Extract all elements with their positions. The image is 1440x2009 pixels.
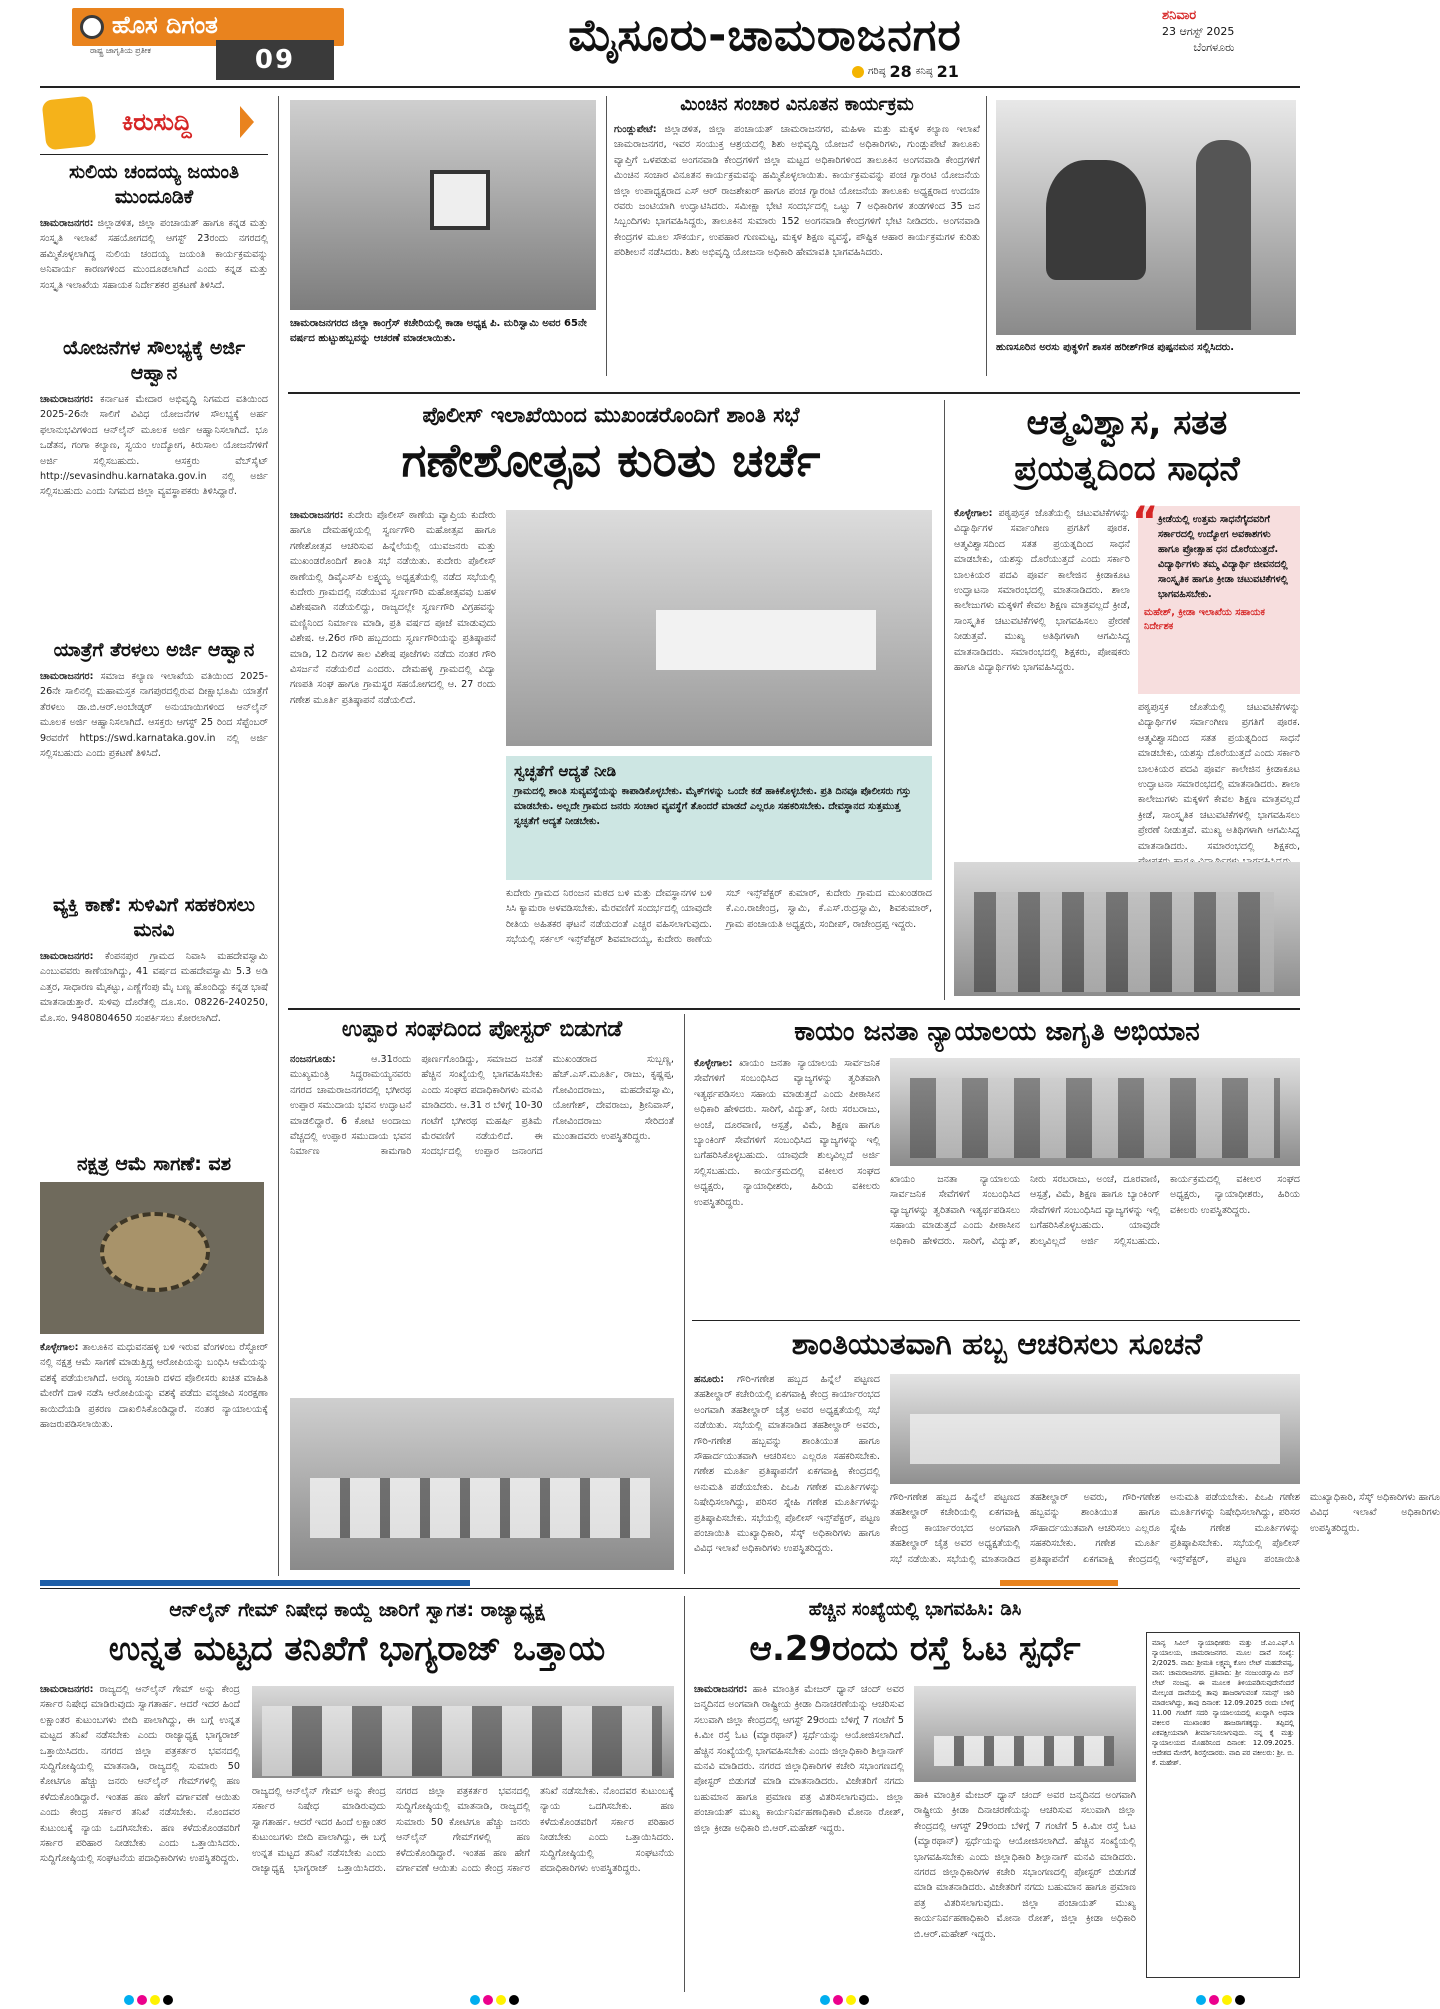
gaming-article (40, 1596, 674, 1674)
kiru-item-3 (40, 638, 268, 879)
festival-body-2: ಗೌರಿ-ಗಣೇಶ ಹಬ್ಬದ ಹಿನ್ನೆಲೆ ಪಟ್ಟಣದ ತಹಶೀಲ್ದಾರ್ ಕಚೇರಿಯಲ್ಲಿ ಏಕಗವಾಕ್ಷಿ ಕೇಂದ್ರ ಕಾರ್ಯಾರಂಭದ ಅಂಗವಾಗಿ ತಹಶೀಲ್ದಾರ್ ಚೈತ್ರ ಅವರ ಅಧ್ಯಕ್ಷತೆಯಲ್ಲಿ ಸಭೆ ನಡೆಯಿತು. ಸಭೆಯಲ್ಲಿ ಮಾತನಾಡಿದ ತಹಶೀಲ್ದಾರ್ ಅವರು, ಗೌರಿ-ಗಣೇಶ ಹಬ್ಬವನ್ನು ಶಾಂತಿಯುತ ಹಾಗೂ ಸೌಹಾರ್ದಯುತವಾಗಿ ಆಚರಿಸಲು ಎಲ್ಲರೂ ಸಹಕರಿಸಬೇಕು. ಗಣೇಶ ಮೂರ್ತಿ ಪ್ರತಿಷ್ಠಾಪನೆಗೆ ಏಕಗವಾಕ್ಷಿ ಕೇಂದ್ರದಲ್ಲಿ ಅನುಮತಿ ಪಡೆಯಬೇಕು. ಪಿಒಪಿ ಗಣೇಶ ಮೂರ್ತಿಗಳನ್ನು ನಿಷೇಧಿಸಲಾಗಿದ್ದು, ಪರಿಸರ ಸ್ನೇಹಿ ಗಣೇಶ ಮೂರ್ತಿಗಳನ್ನು ಪ್ರತಿಷ್ಠಾಪಿಸಬೇಕು. ಸಭೆಯಲ್ಲಿ ಪೊಲೀಸ್ ಇನ್ಸ್‌ಪೆಕ್ಟರ್, ಪಟ್ಟಣ ಪಂಚಾಯಿತಿ ಮುಖ್ಯಾಧಿಕಾರಿ, ಸೆಸ್ಕ್ ಅಧಿಕಾರಿಗಳು ಹಾಗೂ ವಿವಿಧ ಇಲಾಖೆ ಅಧಿಕಾರಿಗಳು ಉಪಸ್ಥಿತರಿದ್ದರು. (890, 1492, 1440, 1565)
kiru-item-1 (40, 160, 268, 340)
cleanliness-box-text: ಗ್ರಾಮದಲ್ಲಿ ಶಾಂತಿ ಸುವ್ಯವಸ್ಥೆಯನ್ನು ಕಾಪಾಡಿಕೊಳ್ಳಬೇಕು. ಮೈಕ್‌ಗಳನ್ನು ಒಂದೇ ಕಡೆ ಹಾಕಿಕೊಳ್ಳಬೇಕು. ಪ್ರತಿ ದಿನವೂ ಪೊಲೀಸರು ಗಸ್ತು ಮಾಡಬೇಕು. ಅಲ್ಲದೇ ಗ್ರಾಮದ ಜನರು ಸಂಚಾರ ವ್ಯವಸ್ಥೆಗೆ ತೊಂದರೆ ಮಾಡದೆ ಎಲ್ಲರೂ ಸಹಕರಿಸಬೇಕು. ದೇವಸ್ಥಾನದ ಸುತ್ತಮುತ್ತ ಸ್ವಚ್ಛತೆಗೆ ಆದ್ಯತೆ ನೀಡಬೇಕು. (514, 786, 911, 827)
festival-article (694, 1324, 1300, 1366)
poster-headline: ಉಪ್ಪಾರ ಸಂಘದಿಂದ ಪೋಸ್ಟರ್ ಬಿಡುಗಡೆ (341, 1017, 623, 1042)
kiru-item-body: ಚಾಮರಾಜನಗರ: ಕೆಂಪನಪುರ ಗ್ರಾಮದ ನಿವಾಸಿ ಮಹದೇವಸ್ವಾಮಿ ಎಂಬುವವರು ಕಾಣೆಯಾಗಿದ್ದು, 41 ವರ್ಷದ ಮಹದೇವಸ್ವಾಮಿ 5.3 ಅಡಿ ಎತ್ತರ, ಸಾಧಾರಣ ಮೈಕಟ್ಟು, ಎಣ್ಣೆಗೆಂಪು ಮೈ ಬಣ್ಣ ಹೊಂದಿದ್ದು ಕನ್ನಡ ಭಾಷೆ ಮಾತನಾಡುತ್ತಾರೆ. ಸುಳಿವು ದೊರೆತಲ್ಲಿ ದೂ.ಸಂ. 08226-240250, ಮೊ.ಸಂ. 9480804650 ಸಂಪರ್ಕಿಸಲು ಕೋರಲಾಗಿದೆ. (40, 951, 268, 1024)
poster-body: ನಂಜನಗೂಡು: ಆ.31ರಂದು ಮುಖ್ಯಮಂತ್ರಿ ಸಿದ್ದರಾಮಯ್ಯನವರು ನಗರದ ಚಾಮರಾಜನಗರದಲ್ಲಿ ಭಗೀರಥ ಉಪ್ಪಾರ ಸಮುದಾಯ ಭವನ ಉದ್ಘಾಟನೆ ಮಾಡಲಿದ್ದಾರೆ. 6 ಕೋಟಿ ಅಂದಾಜು ವೆಚ್ಚದಲ್ಲಿ ಉಪ್ಪಾರ ಸಮುದಾಯ ಭವನ ನಿರ್ಮಾಣ ಕಾಮಗಾರಿ ಪೂರ್ಣಗೊಂಡಿದ್ದು, ಸಮಾಜದ ಜನತೆ ಹೆಚ್ಚಿನ ಸಂಖ್ಯೆಯಲ್ಲಿ ಭಾಗವಹಿಸಬೇಕು ಎಂದು ಸಂಘದ ಪದಾಧಿಕಾರಿಗಳು ಮನವಿ ಮಾಡಿದರು. ಆ.31 ರ ಬೆಳಿಗ್ಗೆ 10-30 ಗಂಟೆಗೆ ಭಗೀರಥ ಮಹರ್ಷಿ ಪ್ರತಿಮೆ ಮೆರವಣಿಗೆ ನಡೆಯಲಿದೆ. ಈ ಸಂದರ್ಭದಲ್ಲಿ ಉಪ್ಪಾರ ಜನಾಂಗದ ಮುಖಂಡರಾದ ಸುಬ್ಬಣ್ಣ, ಹೆಚ್.ಎಸ್.ಮೂರ್ತಿ, ರಾಜು, ಕೃಷ್ಣಪ್ಪ, ಗೋವಿಂದರಾಜು, ಮಹದೇವಸ್ವಾಮಿ, ಯೋಗೇಶ್, ದೇವರಾಜು, ಶ್ರೀನಿವಾಸ್, ಗೋವಿಂದರಾಜು ಸೇರಿದಂತೆ ಮುಂತಾದವರು ಉಪಸ್ಥಿತರಿದ್ದರು. (290, 1054, 674, 1158)
accent-bar-blue (40, 1580, 470, 1586)
brand-name: ಹೊಸ ದಿಗಂತ (112, 11, 218, 39)
gaming-body-1: ಚಾಮರಾಜನಗರ: ರಾಜ್ಯದಲ್ಲಿ ಆನ್‌ಲೈನ್ ಗೇಮ್ ಅನ್ನು ಕೇಂದ್ರ ಸರ್ಕಾರ ನಿಷೇಧ ಮಾಡಿರುವುದು ಸ್ವಾಗತಾರ್ಹ. ಆದರೆ ಇದರ ಹಿಂದೆ ಲಕ್ಷಾಂತರ ಕುಟುಂಬಗಳು ಬೀದಿ ಪಾಲಾಗಿದ್ದು, ಈ ಬಗ್ಗೆ ಉನ್ನತ ಮಟ್ಟದ ತನಿಖೆ ನಡೆಸಬೇಕು ಎಂದು ರಾಜ್ಯಾಧ್ಯಕ್ಷ ಭಾಗ್ಯರಾಜ್ ಒತ್ತಾಯಿಸಿದರು. ನಗರದ ಜಿಲ್ಲಾ ಪತ್ರಕರ್ತರ ಭವನದಲ್ಲಿ ಸುದ್ದಿಗೋಷ್ಠಿಯಲ್ಲಿ ಮಾತನಾಡಿ, ರಾಜ್ಯದಲ್ಲಿ ಸುಮಾರು 50 ಕೋಟಿಗೂ ಹೆಚ್ಚು ಜನರು ಆನ್‌ಲೈನ್ ಗೇಮ್‌ಗಳಲ್ಲಿ ಹಣ ಕಳೆದುಕೊಂಡಿದ್ದಾರೆ. ಇಂತಹ ಹಣ ಹೇಗೆ ವರ್ಗಾವಣೆ ಆಯಿತು ಎಂದು ಕೇಂದ್ರ ಸರ್ಕಾರ ತನಿಖೆ ನಡೆಸಬೇಕು. ನೊಂದವರ ಕುಟುಂಬಕ್ಕೆ ನ್ಯಾಯ ಒದಗಿಸಬೇಕು. ಹಣ ಕಳೆದುಕೊಂಡವರಿಗೆ ಸರ್ಕಾರ ಪರಿಹಾರ ನೀಡಬೇಕು ಎಂದು ಒತ್ತಾಯಿಸಿದರು. ಸುದ್ದಿಗೋಷ್ಠಿಯಲ್ಲಿ ಸಂಘಟನೆಯ ಪದಾಧಿಕಾರಿಗಳು ಉಪಸ್ಥಿತರಿದ್ದರು. (40, 1684, 240, 1865)
confidence-body-2: ಪಠ್ಯಪುಸ್ತಕ ಜೊತೆಯಲ್ಲಿ ಚಟುವಟಿಕೆಗಳನ್ನು ವಿದ್ಯಾರ್ಥಿಗಳ ಸರ್ವಾಂಗೀಣ ಪ್ರಗತಿಗೆ ಪೂರಕ. ಆತ್ಮವಿಶ್ವಾಸದಿಂದ ಸತತ ಪ್ರಯತ್ನದಿಂದ ಸಾಧನೆ ಮಾಡಬೇಕು, ಯಶಸ್ಸು ದೊರೆಯುತ್ತದೆ ಎಂದು ಸರ್ಕಾರಿ ಬಾಲಕಿಯರ ಪದವಿ ಪೂರ್ವ ಕಾಲೇಜಿನ ಕ್ರೀಡಾಕೂಟ ಉದ್ಘಾಟನಾ ಸಮಾರಂಭದಲ್ಲಿ ಮಾತನಾಡಿದರು. ಶಾಲಾ ಕಾಲೇಜುಗಳು ಮಕ್ಕಳಿಗೆ ಕೇವಲ ಶಿಕ್ಷಣ ಮಾತ್ರವಲ್ಲದೆ ಕ್ರೀಡೆ, ಸಾಂಸ್ಕೃತಿಕ ಚಟುವಟಿಕೆಗಳಲ್ಲಿ ಭಾಗವಹಿಸಲು ಪ್ರೇರಣೆ ನೀಡುತ್ತವೆ. ಮುಖ್ಯ ಅತಿಥಿಗಳಾಗಿ ಆಗಮಿಸಿದ್ದ ಮಾತನಾಡಿದರು. ಸಮಾರಂಭದಲ್ಲಿ ಶಿಕ್ಷಕರು, (1138, 702, 1300, 852)
kiru-item-5-body: ಕೊಳ್ಳೇಗಾಲ: ತಾಲೂಕಿನ ಮಧುವನಹಳ್ಳಿ ಬಳಿ ಇರುವ ವೆಂಗಳಂಬ ರೆಸ್ಟೋರ್ ನಲ್ಲಿ ನಕ್ಷತ್ರ ಆಮೆ ಸಾಗಣೆ ಮಾಡುತ್ತಿದ್ದ ಆರೋಪಿಯನ್ನು ಬಂಧಿಸಿ ಆಮೆಯನ್ನು ವಶಕ್ಕೆ ಪಡೆಯಲಾಗಿದೆ. ಅರಣ್ಯ ಸಂಚಾರಿ ದಳದ ಪೊಲೀಸರು ಖಚಿತ ಮಾಹಿತಿ ಮೇರೆಗೆ ದಾಳಿ ನಡೆಸಿ ಆರೋಪಿಯನ್ನು ವಶಕ್ಕೆ ಪಡೆದು ವನ್ಯಜೀವಿ ಸಂರಕ್ಷಣಾ ಕಾಯಿದೆಯಡಿ ಪ್ರಕರಣ ದಾಖಲಿಸಿಕೊಂಡಿದ್ದಾರೆ. ನಂತರ ನ್ಯಾಯಾಲಯಕ್ಕೆ ಹಾಜರುಪಡಿಸಲಾಯಿತು. (40, 1342, 268, 1431)
gaming-kicker: ಆನ್‌ಲೈನ್ ಗೇಮ್ ನಿಷೇಧ ಕಾಯ್ದೆ ಜಾರಿಗೆ ಸ್ವಾಗತ: ರಾಜ್ಯಾಧ್ಯಕ್ಷ (169, 1599, 545, 1621)
kiru-item-5 (40, 1152, 268, 1177)
festival-photo (890, 1374, 1300, 1484)
date-block (1162, 8, 1234, 56)
accent-bar-orange (1000, 1580, 1118, 1586)
tortoise-photo (40, 1182, 264, 1334)
tagline: ರಾಷ್ಟ್ರ ಜಾಗೃತಿಯ ಪ್ರತೀಕ (90, 46, 151, 55)
confidence-body: ಕೊಳ್ಳೇಗಾಲ: ಪಠ್ಯಪುಸ್ತಕ ಜೊತೆಯಲ್ಲಿ ಚಟುವಟಿಕೆಗಳನ್ನು ವಿದ್ಯಾರ್ಥಿಗಳ ಸರ್ವಾಂಗೀಣ ಪ್ರಗತಿಗೆ ಪೂರಕ. ಆತ್ಮವಿಶ್ವಾಸದಿಂದ ಸತತ ಪ್ರಯತ್ನದಿಂದ ಸಾಧನೆ ಮಾಡಬೇಕು, ಯಶಸ್ಸು ದೊರೆಯುತ್ತದೆ ಎಂದು ಸರ್ಕಾರಿ ಬಾಲಕಿಯರ ಪದವಿ ಪೂರ್ವ ಕಾಲೇಜಿನ ಕ್ರೀಡಾಕೂಟ ಉದ್ಘಾಟನಾ ಸಮಾರಂಭದಲ್ಲಿ ಮಾತನಾಡಿದರು. ಶಾಲಾ ಕಾಲೇಜುಗಳು ಮಕ್ಕಳಿಗೆ ಕೇವಲ ಶಿಕ್ಷಣ ಮಾತ್ರವಲ್ಲದೆ ಕ್ರೀಡೆ, ಸಾಂಸ್ಕೃತಿಕ ಚಟುವಟಿಕೆಗಳಲ್ಲಿ ಭಾಗವಹಿಸಲು ಪ್ರೇರಣೆ ನೀಡುತ್ತವೆ. ಮುಖ್ಯ ಅತಿಥಿಗಳಾಗಿ ಆಗಮಿಸಿದ್ದ ಮಾತನಾಡಿದರು. ಸಮಾರಂಭದಲ್ಲಿ ಶಿಕ್ಷಕರು, ಪೋಷಕರು ಹಾಗೂ ವಿದ್ಯಾರ್ಥಿಗಳು ಭಾಗವಹಿಸಿದ್ದರು. (954, 508, 1130, 674)
gaming-body-2: ರಾಜ್ಯದಲ್ಲಿ ಆನ್‌ಲೈನ್ ಗೇಮ್ ಅನ್ನು ಕೇಂದ್ರ ಸರ್ಕಾರ ನಿಷೇಧ ಮಾಡಿರುವುದು ಸ್ವಾಗತಾರ್ಹ. ಆದರೆ ಇದರ ಹಿಂದೆ ಲಕ್ಷಾಂತರ ಕುಟುಂಬಗಳು ಬೀದಿ ಪಾಲಾಗಿದ್ದು, ಈ ಬಗ್ಗೆ ಉನ್ನತ ಮಟ್ಟದ ತನಿಖೆ ನಡೆಸಬೇಕು ಎಂದು ರಾಜ್ಯಾಧ್ಯಕ್ಷ ಭಾಗ್ಯರಾಜ್ ಒತ್ತಾಯಿಸಿದರು. ನಗರದ ಜಿಲ್ಲಾ ಪತ್ರಕರ್ತರ ಭವನದಲ್ಲಿ ಸುದ್ದಿಗೋಷ್ಠಿಯಲ್ಲಿ ಮಾತನಾಡಿ, ರಾಜ್ಯದಲ್ಲಿ ಸುಮಾರು 50 ಕೋಟಿಗೂ ಹೆಚ್ಚು ಜನರು ಆನ್‌ಲೈನ್ ಗೇಮ್‌ಗಳಲ್ಲಿ ಹಣ ಕಳೆದುಕೊಂಡಿದ್ದಾರೆ. ಇಂತಹ ಹಣ ಹೇಗೆ ವರ್ಗಾವಣೆ ಆಯಿತು ಎಂದು ಕೇಂದ್ರ ಸರ್ಕಾರ ತನಿಖೆ ನಡೆಸಬೇಕು. ನೊಂದವರ ಕುಟುಂಬಕ್ಕೆ ನ್ಯಾಯ ಒದಗಿಸಬೇಕು. ಹಣ ಕಳೆದುಕೊಂಡವರಿಗೆ ಸರ್ಕಾರ ಪರಿಹಾರ ನೀಡಬೇಕು ಎಂದು ಒತ್ತಾಯಿಸಿದರು. ಸುದ್ದಿಗೋಷ್ಠಿಯಲ್ಲಿ ಸಂಘಟನೆಯ ಪದಾಧಿಕಾರಿಗಳು ಉಪಸ್ಥಿತರಿದ್ದರು. (252, 1786, 674, 1875)
quote-text: ಕ್ರೀಡೆಯಲ್ಲಿ ಉತ್ತಮ ಸಾಧನೆಗೈದವರಿಗೆ ಸರ್ಕಾರದಲ್ಲಿ ಉದ್ಯೋಗ ಅವಕಾಶಗಳು ಹಾಗೂ ಪ್ರೋತ್ಸಾಹ ಧನ ದೊರೆಯುತ್ತದೆ. ವಿದ್ಯಾರ್ಥಿಗಳು ತಮ್ಮ ವಿದ್ಯಾರ್ಥಿ ಜೀವನದಲ್ಲಿ ಸಾಂಸ್ಕೃತಿಕ ಹಾಗೂ ಕ್ರೀಡಾ ಚಟುವಟಿಕೆಗಳಲ್ಲಿ ಭಾಗವಹಿಸಬೇಕು. (1158, 514, 1288, 600)
poster-article (290, 1014, 674, 1046)
kiru-item-title: ಯಾತ್ರೆಗೆ ತೆರಳಲು ಅರ್ಜಿ ಆಹ್ವಾನ (53, 639, 255, 661)
quote-icon: “ (1132, 499, 1159, 545)
poster-photo (290, 1398, 674, 1570)
top-right-photo-caption: ಹುಣಸೂರಿನ ಅರಸು ಪುತ್ಥಳಿಗೆ ಶಾಸಕ ಹರೀಶ್‌ಗೌಡ ಪುಷ್ಪನಮನ ಸಲ್ಲಿಸಿದರು. (996, 342, 1235, 353)
top-right-photo (996, 100, 1296, 335)
confidence-photo (954, 862, 1300, 996)
kiru-item-4 (40, 893, 268, 1134)
kiru-item-title: ಯೋಜನೆಗಳ ಸೌಲಭ್ಯಕ್ಕೆ ಅರ್ಜಿ ಆಹ್ವಾನ (62, 337, 246, 384)
cleanliness-box (506, 756, 932, 880)
masthead-rule (40, 86, 1300, 88)
race-kicker: ಹೆಚ್ಚಿನ ಸಂಖ್ಯೆಯಲ್ಲಿ ಭಾಗವಹಿಸಿ: ಡಿಸಿ (808, 1599, 1022, 1620)
race-photo (914, 1686, 1136, 1782)
electric-headline: ಮಿಂಚಿನ ಸಂಚಾರ ವಿನೂತನ ಕಾರ್ಯಕ್ರಮ (680, 94, 914, 115)
ganesh-meeting-photo (506, 510, 932, 746)
kiru-item-body: ಚಾಮರಾಜನಗರ: ಸಮಾಜ ಕಲ್ಯಾಣ ಇಲಾಖೆಯ ವತಿಯಿಂದ 2025-26ನೇ ಸಾಲಿನಲ್ಲಿ ಮಹಾಮಸ್ತಕ ನಾಗಪುರದಲ್ಲಿರುವ ದೀಕ್ಷಾಭೂಮಿ ಯಾತ್ರೆಗೆ ತೆರಳಲು ಡಾ.ಬಿ.ಆರ್.ಅಂಬೇಡ್ಕರ್ ಅನುಯಾಯಿಗಳಿಂದ ಆನ್‌ಲೈನ್ ಮೂಲಕ ಅರ್ಜಿ ಆಹ್ವಾನಿಸಲಾಗಿದೆ. ಆಸಕ್ತರು ಆಗಸ್ಟ್ 25 ರಿಂದ ಸೆಪ್ಟೆಂಬರ್ 9ರವರೆಗೆ https://swd.karnataka.gov.in ನಲ್ಲಿ ಅರ್ಜಿ ಸಲ್ಲಿಸಬಹುದು ಎಂದು ಪ್ರಕಟಣೆ ತಿಳಿಸಿದೆ. (40, 671, 268, 760)
race-article (694, 1596, 1136, 1674)
kiru-item-title: ನಕ್ಷತ್ರ ಆಮೆ ಸಾಗಣೆ: ವಶ (76, 1153, 232, 1175)
registration-marks (124, 1995, 173, 2005)
quote-by: ಮಹೇಶ್, ಕ್ರೀಡಾ ಇಲಾಖೆಯ ಸಹಾಯಕ ನಿರ್ದೇಶಕ (1144, 607, 1265, 632)
kiru-label: ಕಿರುಸುದ್ದಿ (122, 108, 192, 136)
ganesh-body-1: ಚಾಮರಾಜನಗರ: ಕುದೇರು ಪೊಲೀಸ್ ಠಾಣೆಯ ವ್ಯಾಪ್ತಿಯ ಕುದೇರು ಹಾಗೂ ದೇಮಹಳ್ಳಿಯಲ್ಲಿ ಸ್ವರ್ಣಗೌರಿ ಮಹೋತ್ಸವ ಹಾಗೂ ಗಣೇಶೋತ್ಸವ ಆಚರಿಸುವ ಹಿನ್ನೆಲೆಯಲ್ಲಿ ಯುವಜನರು ಮತ್ತು ಮುಖಂಡರೊಂದಿಗೆ ಶಾಂತಿ ಸಭೆ ನಡೆಯಿತು. ಕುದೇರು ಪೊಲೀಸ್ ಠಾಣೆಯಲ್ಲಿ ಡಿವೈಎಸ್‌ಪಿ ಲಕ್ಷ್ಮಯ್ಯ ಅಧ್ಯಕ್ಷತೆಯಲ್ಲಿ ನಡೆದ ಸಭೆಯಲ್ಲಿ ಕುದೇರು ಗ್ರಾಮದಲ್ಲಿ ನಡೆಯುವ ಸ್ವರ್ಣಗೌರಿ ಮಹೋತ್ಸವವು ಬಹಳ ವಿಶೇಷವಾಗಿ ನಡೆಯಲಿದ್ದು, ರಾಜ್ಯದಲ್ಲೇ ಸ್ವರ್ಣಗೌರಿ ವಿಗ್ರಹವನ್ನು ಮಣ್ಣಿನಿಂದ ನಿರ್ಮಾಣ ಮಾಡಿ, ಪ್ರತಿ ವರ್ಷದ ಪೂಜೆ ಮಾಡುವುದು ವಿಶೇಷ. ಆ.26ರ ಗೌರಿ ಹಬ್ಬದಂದು ಸ್ವರ್ಣಗೌರಿಯನ್ನು ಪ್ರತಿಷ್ಠಾಪನೆ ಮಾಡಿ, 12 ದಿನಗಳ ಕಾಲ ವಿಶೇಷ ಪೂಜೆಗಳು ನಡೆದು ನಂತರ ಗೌರಿ ವಿಸರ್ಜನೆ ನಡೆಯಲಿದೆ ಎಂದರು. ದೇಮಹಳ್ಳಿ ಗ್ರಾಮದಲ್ಲಿ ವಿದ್ಯಾ ಗಣಪತಿ ಸಂಘ ಹಾಗೂ ಗ್ರಾಮಸ್ಥರ ಸಹಯೋಗದಲ್ಲಿ ಆ. 27 ರಂದು ಗಣೇಶ ಮೂರ್ತಿ ಪ್ರತಿಷ್ಠಾಪನೆ ನಡೆಯಲಿದೆ. (290, 510, 496, 706)
kiru-item-title: ವ್ಯಕ್ತಿ ಕಾಣೆ: ಸುಳಿವಿಗೆ ಸಹಕರಿಸಲು ಮನವಿ (53, 894, 255, 941)
registration-marks (820, 1995, 869, 2005)
chevron-icon (240, 106, 254, 138)
festival-body-1: ಹನೂರು: ಗೌರಿ-ಗಣೇಶ ಹಬ್ಬದ ಹಿನ್ನೆಲೆ ಪಟ್ಟಣದ ತಹಶೀಲ್ದಾರ್ ಕಚೇರಿಯಲ್ಲಿ ಏಕಗವಾಕ್ಷಿ ಕೇಂದ್ರ ಕಾರ್ಯಾರಂಭದ ಅಂಗವಾಗಿ ತಹಶೀಲ್ದಾರ್ ಚೈತ್ರ ಅವರ ಅಧ್ಯಕ್ಷತೆಯಲ್ಲಿ ಸಭೆ ನಡೆಯಿತು. ಸಭೆಯಲ್ಲಿ ಮಾತನಾಡಿದ ತಹಶೀಲ್ದಾರ್ ಅವರು, ಗೌರಿ-ಗಣೇಶ ಹಬ್ಬವನ್ನು ಶಾಂತಿಯುತ ಹಾಗೂ ಸೌಹಾರ್ದಯುತವಾಗಿ ಆಚರಿಸಲು ಎಲ್ಲರೂ ಸಹಕರಿಸಬೇಕು. ಗಣೇಶ ಮೂರ್ತಿ ಪ್ರತಿಷ್ಠಾಪನೆಗೆ ಏಕಗವಾಕ್ಷಿ ಕೇಂದ್ರದಲ್ಲಿ ಅನುಮತಿ ಪಡೆಯಬೇಕು. ಪಿಒಪಿ ಗಣೇಶ ಮೂರ್ತಿಗಳನ್ನು ನಿಷೇಧಿಸಲಾಗಿದ್ದು, ಪರಿಸರ ಸ್ನೇಹಿ ಗಣೇಶ ಮೂರ್ತಿಗಳನ್ನು ಪ್ರತಿಷ್ಠಾಪಿಸಬೇಕು. ಸಭೆಯಲ್ಲಿ ಪೊಲೀಸ್ ಇನ್ಸ್‌ಪೆಕ್ಟರ್, ಪಟ್ಟಣ ಪಂಚಾಯಿತಿ ಮುಖ್ಯಾಧಿಕಾರಿ, ಸೆಸ್ಕ್ ಅಧಿಕಾರಿಗಳು ಹಾಗೂ ವಿವಿಧ ಇಲಾಖೆ ಅಧಿಕಾರಿಗಳು ಉಪಸ್ಥಿತರಿದ್ದರು. (694, 1374, 880, 1555)
weather-max: 28 (889, 62, 912, 81)
kiru-item-body: ಚಾಮರಾಜನಗರ: ಜಿಲ್ಲಾಡಳಿತ, ಜಿಲ್ಲಾ ಪಂಚಾಯತ್ ಹಾಗೂ ಕನ್ನಡ ಮತ್ತು ಸಂಸ್ಕೃತಿ ಇಲಾಖೆ ಸಹಯೋಗದಲ್ಲಿ ಆಗಸ್ಟ್ 23ರಂದು ನಗರದಲ್ಲಿ ಹಮ್ಮಿಕೊಳ್ಳಲಾಗಿದ್ದ ನುಲಿಯ ಚಂದಯ್ಯ ಜಯಂತಿ ಕಾರ್ಯಕ್ರಮವನ್ನು ಅನಿವಾರ್ಯ ಕಾರಣಗಳಿಂದ ಮುಂದೂಡಲಾಗಿದೆ ಎಂದು ಕನ್ನಡ ಮತ್ತು ಸಂಸ್ಕೃತಿ ಇಲಾಖೆಯ ಸಹಾಯಕ ನಿರ್ದೇಶಕರ ಪ್ರಕಟಣೆ ತಿಳಿಸಿದೆ. (40, 218, 268, 291)
gaming-headline: ಉನ್ನತ ಮಟ್ಟದ ತನಿಖೆಗೆ ಭಾಗ್ಯರಾಜ್ ಒತ್ತಾಯ (108, 1629, 606, 1669)
court-body-1: ಕೊಳ್ಳೇಗಾಲ: ಖಾಯಂ ಜನತಾ ನ್ಯಾಯಾಲಯ ಸಾರ್ವಜನಿಕ ಸೇವೆಗಳಿಗೆ ಸಂಬಂಧಿಸಿದ ವ್ಯಾಜ್ಯಗಳನ್ನು ತ್ವರಿತವಾಗಿ ಇತ್ಯರ್ಥಪಡಿಸಲು ಸಹಾಯ ಮಾಡುತ್ತದೆ ಎಂದು ಪೀಠಾಸೀನ ಅಧಿಕಾರಿ ಹೇಳಿದರು. ಸಾರಿಗೆ, ವಿದ್ಯುತ್, ನೀರು ಸರಬರಾಜು, ಅಂಚೆ, ದೂರವಾಣಿ, ಆಸ್ಪತ್ರೆ, ವಿಮೆ, ಶಿಕ್ಷಣ ಹಾಗೂ ಬ್ಯಾಂಕಿಂಗ್ ಸೇವೆಗಳಿಗೆ ಸಂಬಂಧಿಸಿದ ವ್ಯಾಜ್ಯಗಳನ್ನು ಇಲ್ಲಿ ಬಗೆಹರಿಸಿಕೊಳ್ಳಬಹುದು. ಯಾವುದೇ ಶುಲ್ಕವಿಲ್ಲದೆ ಅರ್ಜಿ ಸಲ್ಲಿಸಬಹುದು. ಕಾರ್ಯಕ್ರಮದಲ್ಲಿ ವಕೀಲರ ಸಂಘದ ಅಧ್ಯಕ್ಷರು, ನ್ಯಾಯಾಧೀಶರು, ಹಿರಿಯ ವಕೀಲರು ಉಪಸ್ಥಿತರಿದ್ದರು. (694, 1058, 880, 1208)
court-body-2: ಖಾಯಂ ಜನತಾ ನ್ಯಾಯಾಲಯ ಸಾರ್ವಜನಿಕ ಸೇವೆಗಳಿಗೆ ಸಂಬಂಧಿಸಿದ ವ್ಯಾಜ್ಯಗಳನ್ನು ತ್ವರಿತವಾಗಿ ಇತ್ಯರ್ಥಪಡಿಸಲು ಸಹಾಯ ಮಾಡುತ್ತದೆ ಎಂದು ಪೀಠಾಸೀನ ಅಧಿಕಾರಿ ಹೇಳಿದರು. ಸಾರಿಗೆ, ವಿದ್ಯುತ್, ನೀರು ಸರಬರಾಜು, ಅಂಚೆ, ದೂರವಾಣಿ, ಆಸ್ಪತ್ರೆ, ವಿಮೆ, ಶಿಕ್ಷಣ ಹಾಗೂ ಬ್ಯಾಂಕಿಂಗ್ ಸೇವೆಗಳಿಗೆ ಸಂಬಂಧಿಸಿದ ವ್ಯಾಜ್ಯಗಳನ್ನು ಇಲ್ಲಿ ಬಗೆಹರಿಸಿಕೊಳ್ಳಬಹುದು. ಯಾವುದೇ ಶುಲ್ಕವಿಲ್ಲದೆ ಅರ್ಜಿ ಸಲ್ಲಿಸಬಹುದು. ಕಾರ್ಯಕ್ರಮದಲ್ಲಿ ವಕೀಲರ ಸಂಘದ ಅಧ್ಯಕ್ಷರು, ನ್ಯಾಯಾಧೀಶರು, ಹಿರಿಯ ವಕೀಲರು ಉಪಸ್ಥಿತರಿದ್ದರು. (890, 1174, 1300, 1247)
electric-article (614, 92, 980, 378)
confidence-article (954, 400, 1300, 492)
race-body-1: ಚಾಮರಾಜನಗರ: ಹಾಕಿ ಮಾಂತ್ರಿಕ ಮೇಜರ್ ಧ್ಯಾನ್ ಚಂದ್ ಅವರ ಜನ್ಮದಿನದ ಅಂಗವಾಗಿ ರಾಷ್ಟ್ರೀಯ ಕ್ರೀಡಾ ದಿನಾಚರಣೆಯನ್ನು ಆಚರಿಸುವ ಸಲುವಾಗಿ ಜಿಲ್ಲಾ ಕೇಂದ್ರದಲ್ಲಿ ಆಗಸ್ಟ್ 29ರಂದು ಬೆಳಿಗ್ಗೆ 7 ಗಂಟೆಗೆ 5 ಕಿ.ಮೀ ರಸ್ತೆ ಓಟ (ಮ್ಯಾರಥಾನ್) ಸ್ಪರ್ಧೆಯನ್ನು ಆಯೋಜಿಸಲಾಗಿದೆ. ಹೆಚ್ಚಿನ ಸಂಖ್ಯೆಯಲ್ಲಿ ಭಾಗವಹಿಸಬೇಕು ಎಂದು ಜಿಲ್ಲಾಧಿಕಾರಿ ಶಿಲ್ಪಾನಾಗ್ ಮನವಿ ಮಾಡಿದರು. ನಗರದ ಜಿಲ್ಲಾಧಿಕಾರಿಗಳ ಕಚೇರಿ ಸಭಾಂಗಣದಲ್ಲಿ ಪೋಸ್ಟರ್ ಬಿಡುಗಡೆ ಮಾಡಿ ಮಾತನಾಡಿದರು. ವಿಜೇತರಿಗೆ ನಗದು ಬಹುಮಾನ ಹಾಗೂ ಪ್ರಮಾಣ ಪತ್ರ ವಿತರಿಸಲಾಗುವುದು. ಜಿಲ್ಲಾ ಪಂಚಾಯತ್ ಮುಖ್ಯ ಕಾರ್ಯನಿರ್ವಹಣಾಧಿಕಾರಿ ಮೋನಾ ರೋತ್, ಜಿಲ್ಲಾ ಕ್ರೀಡಾ ಅಧಿಕಾರಿ ಬಿ.ಆರ್.ಮಹೇಶ್ ಇದ್ದರು. (694, 1684, 904, 1834)
kiru-item-body: ಚಾಮರಾಜನಗರ: ಕರ್ನಾಟಕ ಮೇದಾರ ಅಭಿವೃದ್ಧಿ ನಿಗಮದ ವತಿಯಿಂದ 2025-26ನೇ ಸಾಲಿಗೆ ವಿವಿಧ ಯೋಜನೆಗಳ ಸೌಲಭ್ಯಕ್ಕೆ ಅರ್ಹ ಫಲಾನುಭವಿಗಳಿಂದ ಆನ್‌ಲೈನ್ ಮೂಲಕ ಅರ್ಜಿ ಆಹ್ವಾನಿಸಲಾಗಿದೆ. ಭೂ ಒಡೆತನ, ಗಂಗಾ ಕಲ್ಯಾಣ, ಸ್ವಯಂ ಉದ್ಯೋಗ, ಕಿರುಸಾಲ ಯೋಜನೆಗಳಿಗೆ ಅರ್ಜಿ ಸಲ್ಲಿಸಬಹುದು. ಆಸಕ್ತರು ವೆಬ್‌ಸೈಟ್ http://sevasindhu.karnataka.gov.in ನಲ್ಲಿ ಅರ್ಜಿ ಸಲ್ಲಿಸಬಹುದು ಎಂದು ನಿಗಮದ ಜಿಲ್ಲಾ ವ್ಯವಸ್ಥಾಪಕರು ತಿಳಿಸಿದ್ದಾರೆ. (40, 394, 268, 498)
ganesh-body-2: ಕುದೇರು ಗ್ರಾಮದ ನಿರಂಜನ ಮಠದ ಬಳಿ ಮತ್ತು ದೇವಸ್ಥಾನಗಳ ಬಳಿ ಸಿಸಿ ಕ್ಯಾಮರಾ ಅಳವಡಿಸಬೇಕು. ಮೆರವಣಿಗೆ ಸಂದರ್ಭದಲ್ಲಿ ಯಾವುದೇ ರೀತಿಯ ಅಹಿತಕರ ಘಟನೆ ನಡೆಯದಂತೆ ಎಚ್ಚರ ವಹಿಸಲಾಗುವುದು. ಸಭೆಯಲ್ಲಿ ಸರ್ಕಲ್ ಇನ್ಸ್‌ಪೆಕ್ಟರ್ ಶಿವಮಾದಯ್ಯ, ಕುದೇರು ಠಾಣೆಯ ಸಬ್ ಇನ್ಸ್‌ಪೆಕ್ಟರ್ ಕುಮಾರ್, ಕುದೇರು ಗ್ರಾಮದ ಮುಖಂಡರಾದ ಕೆ.ಎಂ.ರಾಜೇಂದ್ರ, ಸ್ವಾಮಿ, ಕೆ.ಎಸ್.ರುದ್ರಸ್ವಾಮಿ, ಶಿವಕುಮಾರ್, ಗ್ರಾಮ ಪಂಚಾಯತಿ ಅಧ್ಯಕ್ಷರು, ಸಂದೀಪ್, ರಾಜೇಂದ್ರಪ್ಪ ಇದ್ದರು. (506, 888, 932, 946)
weather-max-label: ಗರಿಷ್ಠ (868, 66, 886, 77)
top-left-photo (290, 100, 596, 310)
electric-body: ಗುಂಡ್ಲುಪೇಟೆ: ಜಿಲ್ಲಾಡಳಿತ, ಜಿಲ್ಲಾ ಪಂಚಾಯತ್ ಚಾಮರಾಜನಗರ, ಮಹಿಳಾ ಮತ್ತು ಮಕ್ಕಳ ಕಲ್ಯಾಣ ಇಲಾಖೆ ಚಾಮರಾಜನಗರ, ಇವರ ಸಂಯುಕ್ತ ಆಶ್ರಯದಲ್ಲಿ ಶಿಶು ಅಭಿವೃದ್ಧಿ ಯೋಜನೆ ಅಧಿಕಾರಿಗಳು, ಗುಂಡ್ಲುಪೇಟೆ ತಾಲೂಕು ವ್ಯಾಪ್ತಿಗೆ ಒಳಪಡುವ ಅಂಗನವಾಡಿ ಕೇಂದ್ರಗಳಿಗೆ ಜಿಲ್ಲಾ ಮಟ್ಟದ ಅಧಿಕಾರಿಗಳಿಂದ ತಾಲೂಕಿನ ಅಂಗನವಾಡಿ ಕೇಂದ್ರಗಳಿಗೆ ಮಿಂಚಿನ ಸಂಚಾರ ವಿನೂತನ ಕಾರ್ಯಕ್ರಮವನ್ನು ಹಮ್ಮಿಕೊಳ್ಳಲಾಯಿತು. ಕಾರ್ಯಕ್ರಮವನ್ನು ಪಂಚ ಗ್ಯಾರಂಟಿ ಯೋಜನೆಯ ಜಿಲ್ಲಾ ಉಪಾಧ್ಯಕ್ಷರಾದ ಎಸ್ ಆರ್ ರಾಜಶೇಖರ್ ಹಾಗೂ ಪಂಚ ಗ್ಯಾರಂಟಿ ಯೋಜನೆಯ ತಾಲೂಕು ಅಧ್ಯಕ್ಷರಾದ ಉದಯಾ ರವರು ಜಂಟಿಯಾಗಿ ಉದ್ಘಾಟಿಸಿದರು. ಸಮೀಕ್ಷಾ ಭೇಟಿ ಸಂದರ್ಭದಲ್ಲಿ ಒಟ್ಟು 7 ಅಧಿಕಾರಿಗಳ ತಂಡಗಳಿಂದ 35 ಜನ ಸಿಬ್ಬಂದಿಗಳು ಭಾಗವಹಿಸಿದ್ದರು, ತಾಲೂಕಿನ ಸುಮಾರು 152 ಅಂಗನವಾಡಿ ಕೇಂದ್ರಗಳಿಗೆ ಭೇಟಿ ನೀಡಿದರು. ಅಂಗನವಾಡಿ ಕೇಂದ್ರಗಳ ಮೂಲ ಸೌಕರ್ಯ, ಉಪಹಾರ ಗುಣಮಟ್ಟ, ಮಕ್ಕಳ ಶಿಕ್ಷಣ ವ್ಯವಸ್ಥೆ, ಪೌಷ್ಟಿಕ ಆಹಾರ ಕಾರ್ಯಕ್ರಮಗಳ ಕುರಿತು ಪರಿಶೀಲನೆ ನಡೆಸಿದರು. ಶಿಶು ಅಭಿವೃದ್ಧಿ ಯೋಜನಾ ಅಧಿಕಾರಿ ಹೇಮಾವತಿ ಭಾಗವಹಿಸಿದರು. (614, 124, 980, 259)
date: 23 ಆಗಸ್ಟ್ 2025 (1162, 25, 1235, 38)
festival-headline: ಶಾಂತಿಯುತವಾಗಿ ಹಬ್ಬ ಆಚರಿಸಲು ಸೂಚನೆ (791, 1327, 1203, 1362)
kiru-item-title: ಸುಲಿಯ ಚಂದಯ್ಯ ಜಯಂತಿ ಮುಂದೂಡಿಕೆ (68, 161, 240, 208)
brand-logo-icon (80, 15, 104, 39)
weather-min-label: ಕನಿಷ್ಠ (915, 66, 933, 77)
quote-box (1132, 499, 1300, 694)
sun-icon (852, 66, 864, 78)
ganesh-kicker: ಪೊಲೀಸ್ ಇಲಾಖೆಯಿಂದ ಮುಖಂಡರೊಂದಿಗೆ ಶಾಂತಿ ಸಭೆ (422, 403, 800, 427)
court-article (694, 1014, 1300, 1050)
ganesh-headline: ಗಣೇಶೋತ್ಸವ ಕುರಿತು ಚರ್ಚೆ (401, 433, 821, 487)
hand-icon (42, 96, 97, 151)
day: ಶನಿವಾರ (1162, 8, 1197, 23)
masthead (0, 0, 1338, 86)
race-headline: ಆ.29ರಂದು ರಸ್ತೆ ಓಟ ಸ್ಪರ್ಧೆ (749, 1629, 1081, 1669)
cleanliness-box-title: ಸ್ವಚ್ಛತೆಗೆ ಆದ್ಯತೆ ನೀಡಿ (514, 762, 617, 780)
confidence-headline: ಆತ್ಮವಿಶ್ವಾಸ, ಸತತ ಪ್ರಯತ್ನದಿಂದ ಸಾಧನೆ (1014, 403, 1240, 489)
registration-marks (470, 1995, 519, 2005)
race-body-2: ಹಾಕಿ ಮಾಂತ್ರಿಕ ಮೇಜರ್ ಧ್ಯಾನ್ ಚಂದ್ ಅವರ ಜನ್ಮದಿನದ ಅಂಗವಾಗಿ ರಾಷ್ಟ್ರೀಯ ಕ್ರೀಡಾ ದಿನಾಚರಣೆಯನ್ನು ಆಚರಿಸುವ ಸಲುವಾಗಿ ಜಿಲ್ಲಾ ಕೇಂದ್ರದಲ್ಲಿ ಆಗಸ್ಟ್ 29ರಂದು ಬೆಳಿಗ್ಗೆ 7 ಗಂಟೆಗೆ 5 ಕಿ.ಮೀ ರಸ್ತೆ ಓಟ (ಮ್ಯಾರಥಾನ್) ಸ್ಪರ್ಧೆಯನ್ನು ಆಯೋಜಿಸಲಾಗಿದೆ. ಹೆಚ್ಚಿನ ಸಂಖ್ಯೆಯಲ್ಲಿ ಭಾಗವಹಿಸಬೇಕು ಎಂದು ಜಿಲ್ಲಾಧಿಕಾರಿ ಶಿಲ್ಪಾನಾಗ್ ಮನವಿ ಮಾಡಿದರು. ನಗರದ ಜಿಲ್ಲಾಧಿಕಾರಿಗಳ ಕಚೇರಿ ಸಭಾಂಗಣದಲ್ಲಿ ಪೋಸ್ಟರ್ ಬಿಡುಗಡೆ ಮಾಡಿ ಮಾತನಾಡಿದರು. ವಿಜೇತರಿಗೆ ನಗದು ಬಹುಮಾನ ಹಾಗೂ ಪ್ರಮಾಣ ಪತ್ರ ವಿತರಿಸಲಾಗುವುದು. ಜಿಲ್ಲಾ ಪಂಚಾಯತ್ ಮುಖ್ಯ ಕಾರ್ಯನಿರ್ವಹಣಾಧಿಕಾರಿ ಮೋನಾ ರೋತ್, ಜಿಲ್ಲಾ ಕ್ರೀಡಾ ಅಧಿಕಾರಿ ಬಿ.ಆರ್.ಮಹೇಶ್ ಇದ್ದರು. (914, 1790, 1136, 1940)
court-photo (890, 1058, 1300, 1166)
kiru-badge (40, 96, 260, 152)
ganesh-article (290, 400, 932, 490)
weather (852, 62, 959, 81)
page-number: 09 (216, 40, 334, 80)
registration-marks (1196, 1995, 1245, 2005)
legal-notice: ಮಾನ್ಯ ಸಿವಿಲ್ ನ್ಯಾಯಾಧೀಶರು ಮತ್ತು ಜೆ.ಎಂ.ಎಫ್.ಸಿ ನ್ಯಾಯಾಲಯ, ಚಾಮರಾಜನಗರ. ಮೂಲ ದಾವೆ ಸಂಖ್ಯೆ: 2/2025. ವಾದಿ: ಶ್ರೀಮತಿ ಲಕ್ಷ್ಮಮ್ಮ ಕೋಂ ಲೇಟ್ ಮಹದೇವಪ್ಪ, ವಾಸ: ಚಾಮರಾಜನಗರ. ಪ್ರತಿವಾದಿ: ಶ್ರೀ ನಂಜುಂಡಸ್ವಾಮಿ ಬಿನ್ ಲೇಟ್ ನಂಜಪ್ಪ. ಈ ಮೂಲಕ ತಿಳಿಯಪಡಿಸುವುದೇನೆಂದರೆ ಮೇಲ್ಕಂಡ ದಾವೆಯಲ್ಲಿ ತಾವು ಹಾಜರಾಗುವಂತೆ ಸಮನ್ಸ್ ಜಾರಿ ಮಾಡಲಾಗಿದ್ದು, ತಾವು ದಿನಾಂಕ: 12.09.2025 ರಂದು ಬೆಳಿಗ್ಗೆ 11.00 ಗಂಟೆಗೆ ಸದರಿ ನ್ಯಾಯಾಲಯದಲ್ಲಿ ಖುದ್ದಾಗಿ ಅಥವಾ ವಕೀಲರ ಮುಖಾಂತರ ಹಾಜರಾಗತಕ್ಕದ್ದು. ತಪ್ಪಿದಲ್ಲಿ ಏಕಪಕ್ಷೀಯವಾಗಿ ತೀರ್ಮಾನಿಸಲಾಗುವುದು. ನನ್ನ ಕೈ ಮತ್ತು ನ್ಯಾಯಾಲಯದ ಮೊಹರಿನಿಂದ ದಿನಾಂಕ: 12.09.2025. ಆದೇಶದ ಮೇರೆಗೆ, ಶಿರಸ್ತೇದಾರರು. ವಾದಿ ಪರ ವಕೀಲರು: ಶ್ರೀ. ಬಿ. ಕೆ. ಮಹೇಶ್. (1146, 1632, 1300, 1978)
court-headline: ಕಾಯಂ ಜನತಾ ನ್ಯಾಯಾಲಯ ಜಾಗೃತಿ ಅಭಿಯಾನ (794, 1017, 1200, 1047)
top-left-photo-caption: ಚಾಮರಾಜನಗರದ ಜಿಲ್ಲಾ ಕಾಂಗ್ರೆಸ್ ಕಚೇರಿಯಲ್ಲಿ ಕಾಡಾ ಅಧ್ಯಕ್ಷ ಪಿ. ಮರಿಸ್ವಾಮಿ ಅವರ 65ನೇ ವರ್ಷದ ಹುಟ್ಟುಹಬ್ಬವನ್ನು ಆಚರಣೆ ಮಾಡಲಾಯಿತು. (290, 318, 587, 344)
gaming-photo (252, 1686, 674, 1778)
weather-min: 21 (936, 62, 959, 81)
edition-title: ಮೈಸೂರು-ಚಾಮರಾಜನಗರ (568, 10, 962, 61)
city: ಬೆಂಗಳೂರು (1193, 41, 1235, 54)
